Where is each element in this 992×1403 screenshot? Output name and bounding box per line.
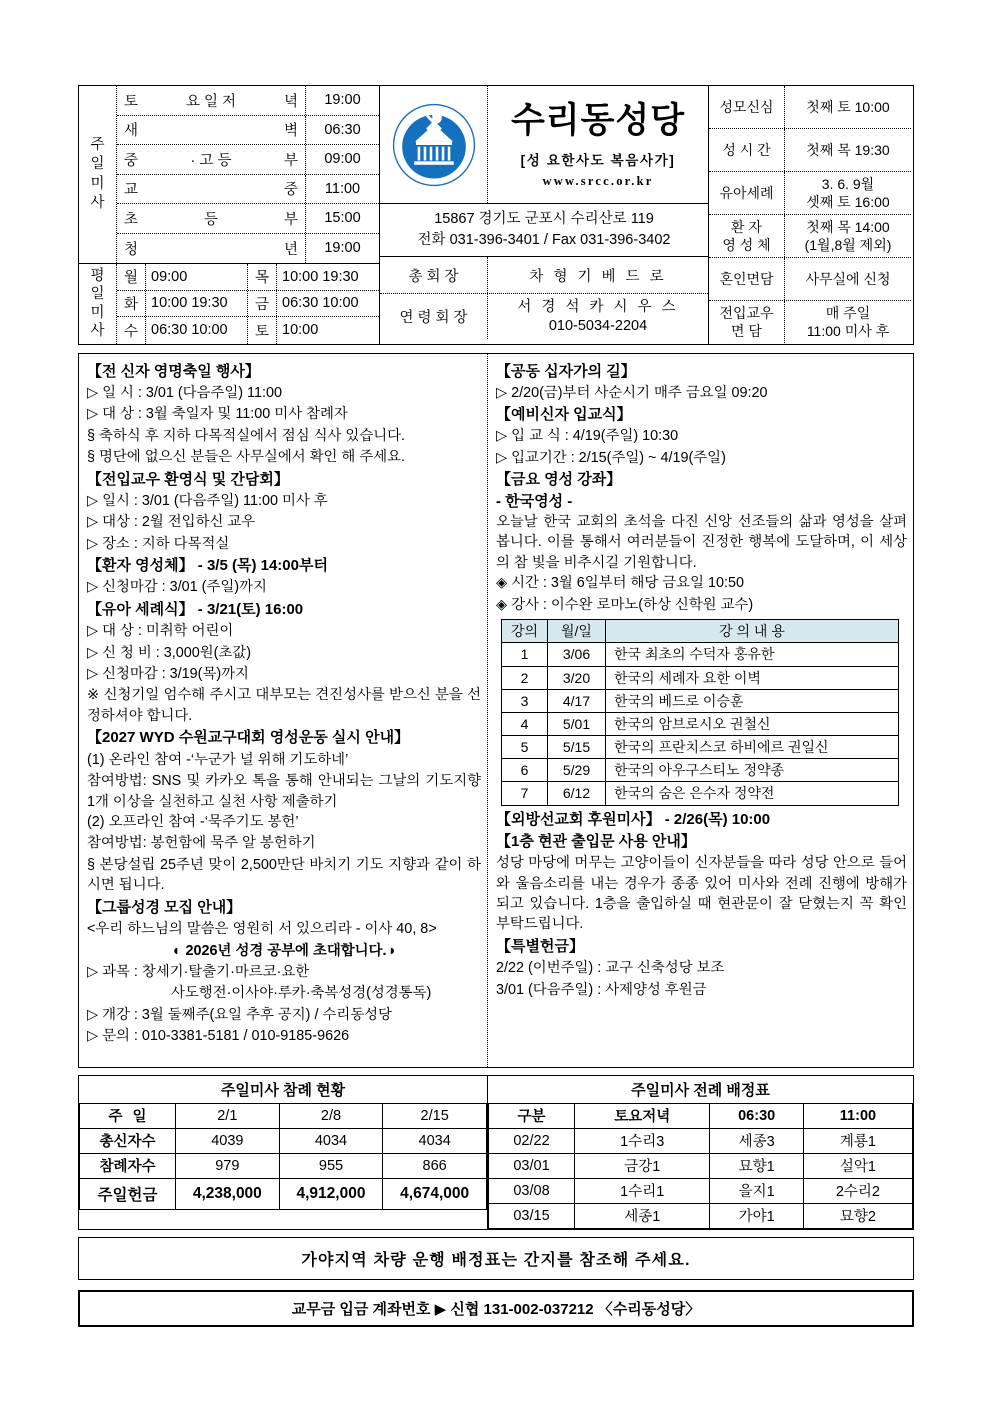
mass-name-mid: 등 [203,211,218,228]
weekday-time: 10:00 19:30 [282,268,359,285]
officer-contact: 010-5034-2204 [548,317,648,334]
notice-line: (1) 온라인 참여 -‘누군가 널 위해 기도하네’ [87,751,349,768]
lecture-col-header: 강 의 내 용 [606,620,899,643]
lecture-topic: 한국의 베드로 이승훈 [606,689,899,712]
table-row [489,1103,913,1128]
liturgy-date: 03/08 [489,1178,575,1203]
sacrament-value: 첫째 목 19:30 [806,142,890,159]
table-row [502,643,899,666]
weekday-day: 월 [117,264,146,290]
liturgy-col-header: 토요저녁 [575,1103,710,1128]
notice-title: 【전 신자 영명축일 행사】 [87,362,260,380]
liturgy-group: 1수리1 [575,1178,710,1203]
mass-name-right: 부 [283,152,298,169]
liturgy-date: 02/22 [489,1128,575,1153]
attendance-table [79,1103,487,1210]
table-row [489,1153,913,1178]
sacrament-label: 유아세례 [709,172,785,214]
notice-line: ◈ 시간 : 3월 6일부터 해당 금요일 10:50 [496,575,744,592]
liturgy-group: 묘향2 [803,1203,912,1228]
mass-name-right: 벽 [283,123,298,140]
church-contact [380,204,708,257]
sunday-mass-label: 주 일 미 사 [79,86,117,263]
liturgy-caption: 주일미사 전례 배정표 [631,1081,770,1099]
notice-line: 3/01 (다음주일) : 사제양성 후원금 [496,981,707,998]
lecture-date: 5/01 [548,712,606,735]
church-patron: [성 요한사도 복음사가] [520,153,676,169]
sacrament-row [709,258,911,301]
weekday-row [117,317,379,344]
lecture-col-header: 강의 [502,620,548,643]
announcements-right-column [488,354,913,1067]
lecture-topic: 한국의 아우구스티노 정약종 [606,759,899,782]
mass-name-mid: 요 일 저 [185,93,237,110]
weekday-time: 10:00 [282,322,319,339]
notice-title: 【금요 영성 강좌】 [496,471,622,489]
notice-line: ▷ 신청마감 : 3/01 (주일)까지 [87,579,267,596]
officer-title: 총 회 장 [380,257,488,293]
officer-row [380,294,708,339]
announcements-block [78,353,914,1068]
liturgy-group: 계룡1 [803,1128,912,1153]
mass-name-left: 교 [124,182,139,199]
lecture-no: 5 [502,736,548,759]
attendance-caption: 주일미사 참례 현황 [220,1081,346,1099]
notice-line: 참여방법: 봉헌함에 묵주 알 봉헌하기 [87,835,316,852]
table-row [502,689,899,712]
attendance-value: 4034 [279,1128,383,1153]
notice-line: ▷ 일 시 : 3/01 (다음주일) 11:00 [87,384,282,401]
notice-line: § 축하식 후 지하 다목적실에서 점심 식사 있습니다. [87,427,406,444]
weekday-day: 수 [117,317,146,344]
liturgy-group: 을지1 [710,1178,803,1203]
attendance-row-label: 총신자수 [80,1128,176,1153]
mass-time: 19:00 [324,92,361,109]
lecture-table-header-row [502,620,899,643]
attendance-date: 2/15 [383,1103,487,1128]
table-row [80,1128,487,1153]
lecture-no: 2 [502,666,548,689]
church-phone-fax: 전화 031-396-3401 / Fax 031-396-3402 [417,231,671,248]
weekday-time: 09:00 [146,264,248,290]
mass-row [117,86,379,116]
notice-title: 【환자 영성체】 - 3/5 (목) 14:00부터 [87,557,328,575]
notice-subtitle: - 한국영성 - [496,492,573,510]
officer-name: 차 형 기 베 드 로 [529,268,667,285]
liturgy-assignment-stats [488,1076,913,1229]
mass-name-mid: · 고 등 [190,152,232,169]
notice-line: ▷ 장소 : 지하 다목적실 [87,535,230,552]
mass-schedule-left [79,86,379,344]
attendance-col-header: 주 일 [80,1103,176,1128]
mass-row [117,234,379,264]
sacrament-value-2: (1월,8월 제외) [804,237,892,254]
sacrament-info-block [709,86,911,344]
liturgy-group: 2수리2 [803,1178,912,1203]
attendance-value: 4,912,000 [279,1178,383,1209]
table-row [502,712,899,735]
notice-line: ▷ 2/20(금)부터 사순시기 매주 금요일 09:20 [496,384,768,401]
notice-paragraph: § 본당설립 25주년 맞이 2,500만단 바치기 기도 지향과 같이 하시면 됩니다. [87,856,481,894]
sacrament-label: 성모신심 [709,86,785,128]
table-row [502,666,899,689]
notice-line: (2) 오프라인 참여 -‘묵주기도 봉헌’ [87,814,299,830]
table-row [502,759,899,782]
sacrament-value: 매 주일 [825,305,871,322]
notice-line: ▷ 대 상 : 3월 축일자 및 11:00 미사 참례자 [87,406,348,423]
weekday-mass-label: 평 일 미 사 [79,264,117,344]
attendance-value: 4034 [383,1128,487,1153]
notice-title: 【예비신자 입교식】 [496,406,632,424]
officer-name: 서 경 석 카 시 우 스 [517,298,679,315]
lecture-topic: 한국의 숨은 은수자 정약전 [606,782,899,805]
sacrament-label: 혼인면담 [709,258,785,300]
notice-paragraph: ※ 신청기일 엄수해 주시고 대부모는 견진성사를 받으신 분을 선정하셔야 합니다. [87,687,481,724]
notice-line: ▷ 대상 : 2월 전입하신 교우 [87,514,256,531]
sacrament-value: 사무실에 신청 [805,271,891,288]
mass-time: 19:00 [324,240,361,257]
table-row [489,1178,913,1203]
attendance-value: 4039 [176,1128,280,1153]
sacrament-value: 첫째 목 14:00 [806,219,890,236]
lecture-topic: 한국의 프란치스코 하비에르 권일신 [606,736,899,759]
sacrament-value-2: 11:00 미사 후 [806,323,890,340]
mass-name-left: 토 [124,93,139,110]
mass-row [117,145,379,175]
notice-line: ▷ 일시 : 3/01 (다음주일) 11:00 미사 후 [87,492,328,509]
table-row [489,1203,913,1228]
table-row [489,1128,913,1153]
officer-row [380,257,708,294]
attendance-date: 2/8 [279,1103,383,1128]
header-block [78,85,914,345]
sacrament-row [709,215,911,258]
lecture-date: 5/29 [548,759,606,782]
mass-name-left: 새 [124,123,139,140]
attendance-date: 2/1 [176,1103,280,1128]
notice-line: ▷ 입 교 식 : 4/19(주일) 10:30 [496,428,679,445]
table-row [80,1178,487,1209]
mass-name-right: 부 [283,211,298,228]
notice-title: 【공동 십자가의 길】 [496,362,636,380]
notice-paragraph: 오늘날 한국 교회의 초석을 다진 신앙 선조들의 삶과 영성을 살펴봅니다. 이를 통해서 여러분들이 진정한 행복에 도달하며, 이 세상의 참 빛을 비추시길 기원합니다. [496,513,907,571]
attendance-value: 955 [279,1153,383,1178]
mass-name-right: 년 [283,241,298,258]
lecture-schedule-table [501,619,899,806]
attendance-value: 4,674,000 [383,1178,487,1209]
liturgy-date: 03/15 [489,1203,575,1228]
liturgy-group: 가야1 [710,1203,803,1228]
notice-line: ▷ 입교기간 : 2/15(주일) ~ 4/19(주일) [496,449,726,466]
mass-name-right: 중 [283,182,298,199]
liturgy-group: 세종1 [575,1203,710,1228]
lecture-date: 6/12 [548,782,606,805]
sacrament-value: 3. 6. 9월 [821,176,875,192]
liturgy-col-header: 11:00 [803,1103,912,1128]
weekday-day: 화 [117,291,146,317]
weekday-time: 06:30 10:00 [282,295,359,312]
bank-account-info: 교무금 입금 계좌번호 ▶ 신협 131-002-037212 〈수리동성당〉 [78,1290,914,1327]
weekday-time: 10:00 19:30 [146,291,248,317]
notice-highlight: ◐ 2026년 성경 공부에 초대합니다.◑ [172,942,396,959]
attendance-value: 979 [176,1153,280,1178]
lecture-date: 5/15 [548,736,606,759]
notice-paragraph: 참여방법: SNS 및 카카오 톡을 통해 안내되는 그날의 기도지향 1개 이상을 실천하고 실천 사항 제출하기 [87,773,481,810]
lecture-no: 3 [502,689,548,712]
notice-line: ◈ 강사 : 이수완 로마노(하상 신학원 교수) [496,596,754,613]
weekday-mass-section [79,264,379,344]
sacrament-value-2: 셋째 토 16:00 [806,194,890,211]
table-row [80,1153,487,1178]
notice-title: 【전입교우 환영식 및 간담회】 [87,470,289,488]
church-logo [380,86,488,203]
sacrament-row [709,301,911,343]
notice-paragraph: 성당 마당에 머무는 고양이들이 신자분들을 따라 성당 안으로 들어와 울음소리를 내는 경우가 종종 있어 미사와 전례 진행에 방해가 되고 있습니다. 1층을 출입하실 때 현관문이 잘 닫혔는지 꼭 확인 부탁드립니다. [496,855,907,933]
statistics-block [78,1075,914,1230]
liturgy-assignment-table [488,1103,913,1229]
sacrament-label: 성 시 간 [709,129,785,171]
church-identity-block [379,86,709,344]
attendance-row-label: 주일헌금 [80,1178,176,1209]
lecture-col-header: 월/일 [548,620,606,643]
mass-name-left: 중 [124,152,139,169]
weekday-day: 목 [248,264,277,290]
notice-title: 【1층 현관 출입문 사용 안내】 [496,832,696,850]
sunday-mass-section [79,86,379,264]
mass-time: 15:00 [324,210,361,227]
weekday-day: 토 [248,317,277,344]
lecture-date: 3/06 [548,643,606,666]
notice-title: 【그룹성경 모집 안내】 [87,898,242,916]
notice-line: ▷ 신 청 비 : 3,000원(초값) [87,644,252,661]
liturgy-group: 금강1 [575,1153,710,1178]
lecture-no: 4 [502,712,548,735]
announcements-left-column [79,354,488,1067]
notice-line: 2/22 (이번주일) : 교구 신축성당 보조 [496,960,725,977]
liturgy-group: 1수리3 [575,1128,710,1153]
notice-title: 【2027 WYD 수원교구대회 영성운동 실시 안내】 [87,729,410,747]
church-name: 수리동성당 [510,100,686,140]
mass-time: 09:00 [324,151,361,168]
weekday-row [117,264,379,291]
church-website[interactable]: www.srcc.or.kr [542,174,654,189]
notice-line: ▷ 개강 : 3월 둘째주(요일 추후 공지) / 수리동성당 [87,1006,392,1023]
mass-name-left: 청 [124,241,139,258]
liturgy-col-header: 06:30 [710,1103,803,1128]
lecture-date: 3/20 [548,666,606,689]
liturgy-date: 03/01 [489,1153,575,1178]
attendance-value: 4,238,000 [176,1178,280,1209]
sacrament-label: 환 자 [731,219,762,236]
mass-row [117,204,379,234]
bulletin-page [78,85,914,1327]
lecture-topic: 한국의 세례자 요한 이벽 [606,666,899,689]
sacrament-label-2: 면 담 [731,323,762,340]
mass-row [117,116,379,146]
sacrament-row [709,86,911,129]
liturgy-group: 묘향1 [710,1153,803,1178]
weekday-day: 금 [248,291,277,317]
liturgy-col-header: 구분 [489,1103,575,1128]
notice-line: ▷ 문의 : 010-3381-5181 / 010-9185-9626 [87,1028,350,1045]
lecture-topic: 한국의 암브로시오 권철신 [606,712,899,735]
sacrament-row [709,172,911,215]
sacrament-label: 전입교우 [719,305,774,322]
lecture-no: 7 [502,782,548,805]
bus-schedule-note: 가야지역 차량 운행 배정표는 간지를 참조해 주세요. [78,1237,914,1280]
lecture-topic: 한국 최초의 수덕자 홍유한 [606,643,899,666]
attendance-stats [79,1076,488,1229]
church-address: 15867 경기도 군포시 수리산로 119 [434,211,654,227]
mass-time: 11:00 [324,180,361,197]
notice-line: <우리 하느님의 말씀은 영원히 서 있으리라 - 이사 40, 8> [87,921,437,938]
sacrament-row [709,129,911,172]
table-row [502,782,899,805]
mass-row [117,175,379,205]
notice-line: § 명단에 없으신 분들은 사무실에서 확인 해 주세요. [87,449,406,466]
table-row [502,736,899,759]
sacrament-label-2: 영 성 체 [722,237,771,254]
lecture-no: 1 [502,643,548,666]
church-emblem-icon [391,102,477,188]
sacrament-value: 첫째 토 10:00 [806,98,890,115]
liturgy-group: 세종3 [710,1128,803,1153]
lecture-date: 4/17 [548,689,606,712]
notice-title: 【유아 세례식】 - 3/21(토) 16:00 [87,600,304,618]
weekday-row [117,291,379,318]
mass-name-left: 초 [124,211,139,228]
weekday-time: 06:30 10:00 [146,317,248,344]
notice-line: ▷ 대 상 : 미취학 어린이 [87,623,234,640]
lecture-no: 6 [502,759,548,782]
notice-title: 【특별헌금】 [496,937,584,955]
notice-line: 사도행전·이사야·루카·축복성경(성경통독) [171,985,432,1002]
attendance-row-label: 참례자수 [80,1153,176,1178]
attendance-value: 866 [383,1153,487,1178]
notice-line: ▷ 과목 : 창세기·탈출기·마르코·요한 [87,963,310,980]
mass-time: 06:30 [324,121,361,138]
table-row [80,1103,487,1128]
notice-title: 【외방선교회 후원미사】 - 2/26(목) 10:00 [496,810,771,828]
officer-title: 연 령 회 장 [380,294,488,339]
liturgy-group: 설악1 [803,1153,912,1178]
mass-name-right: 녁 [283,93,298,110]
notice-line: ▷ 신청마감 : 3/19(목)까지 [87,666,249,683]
